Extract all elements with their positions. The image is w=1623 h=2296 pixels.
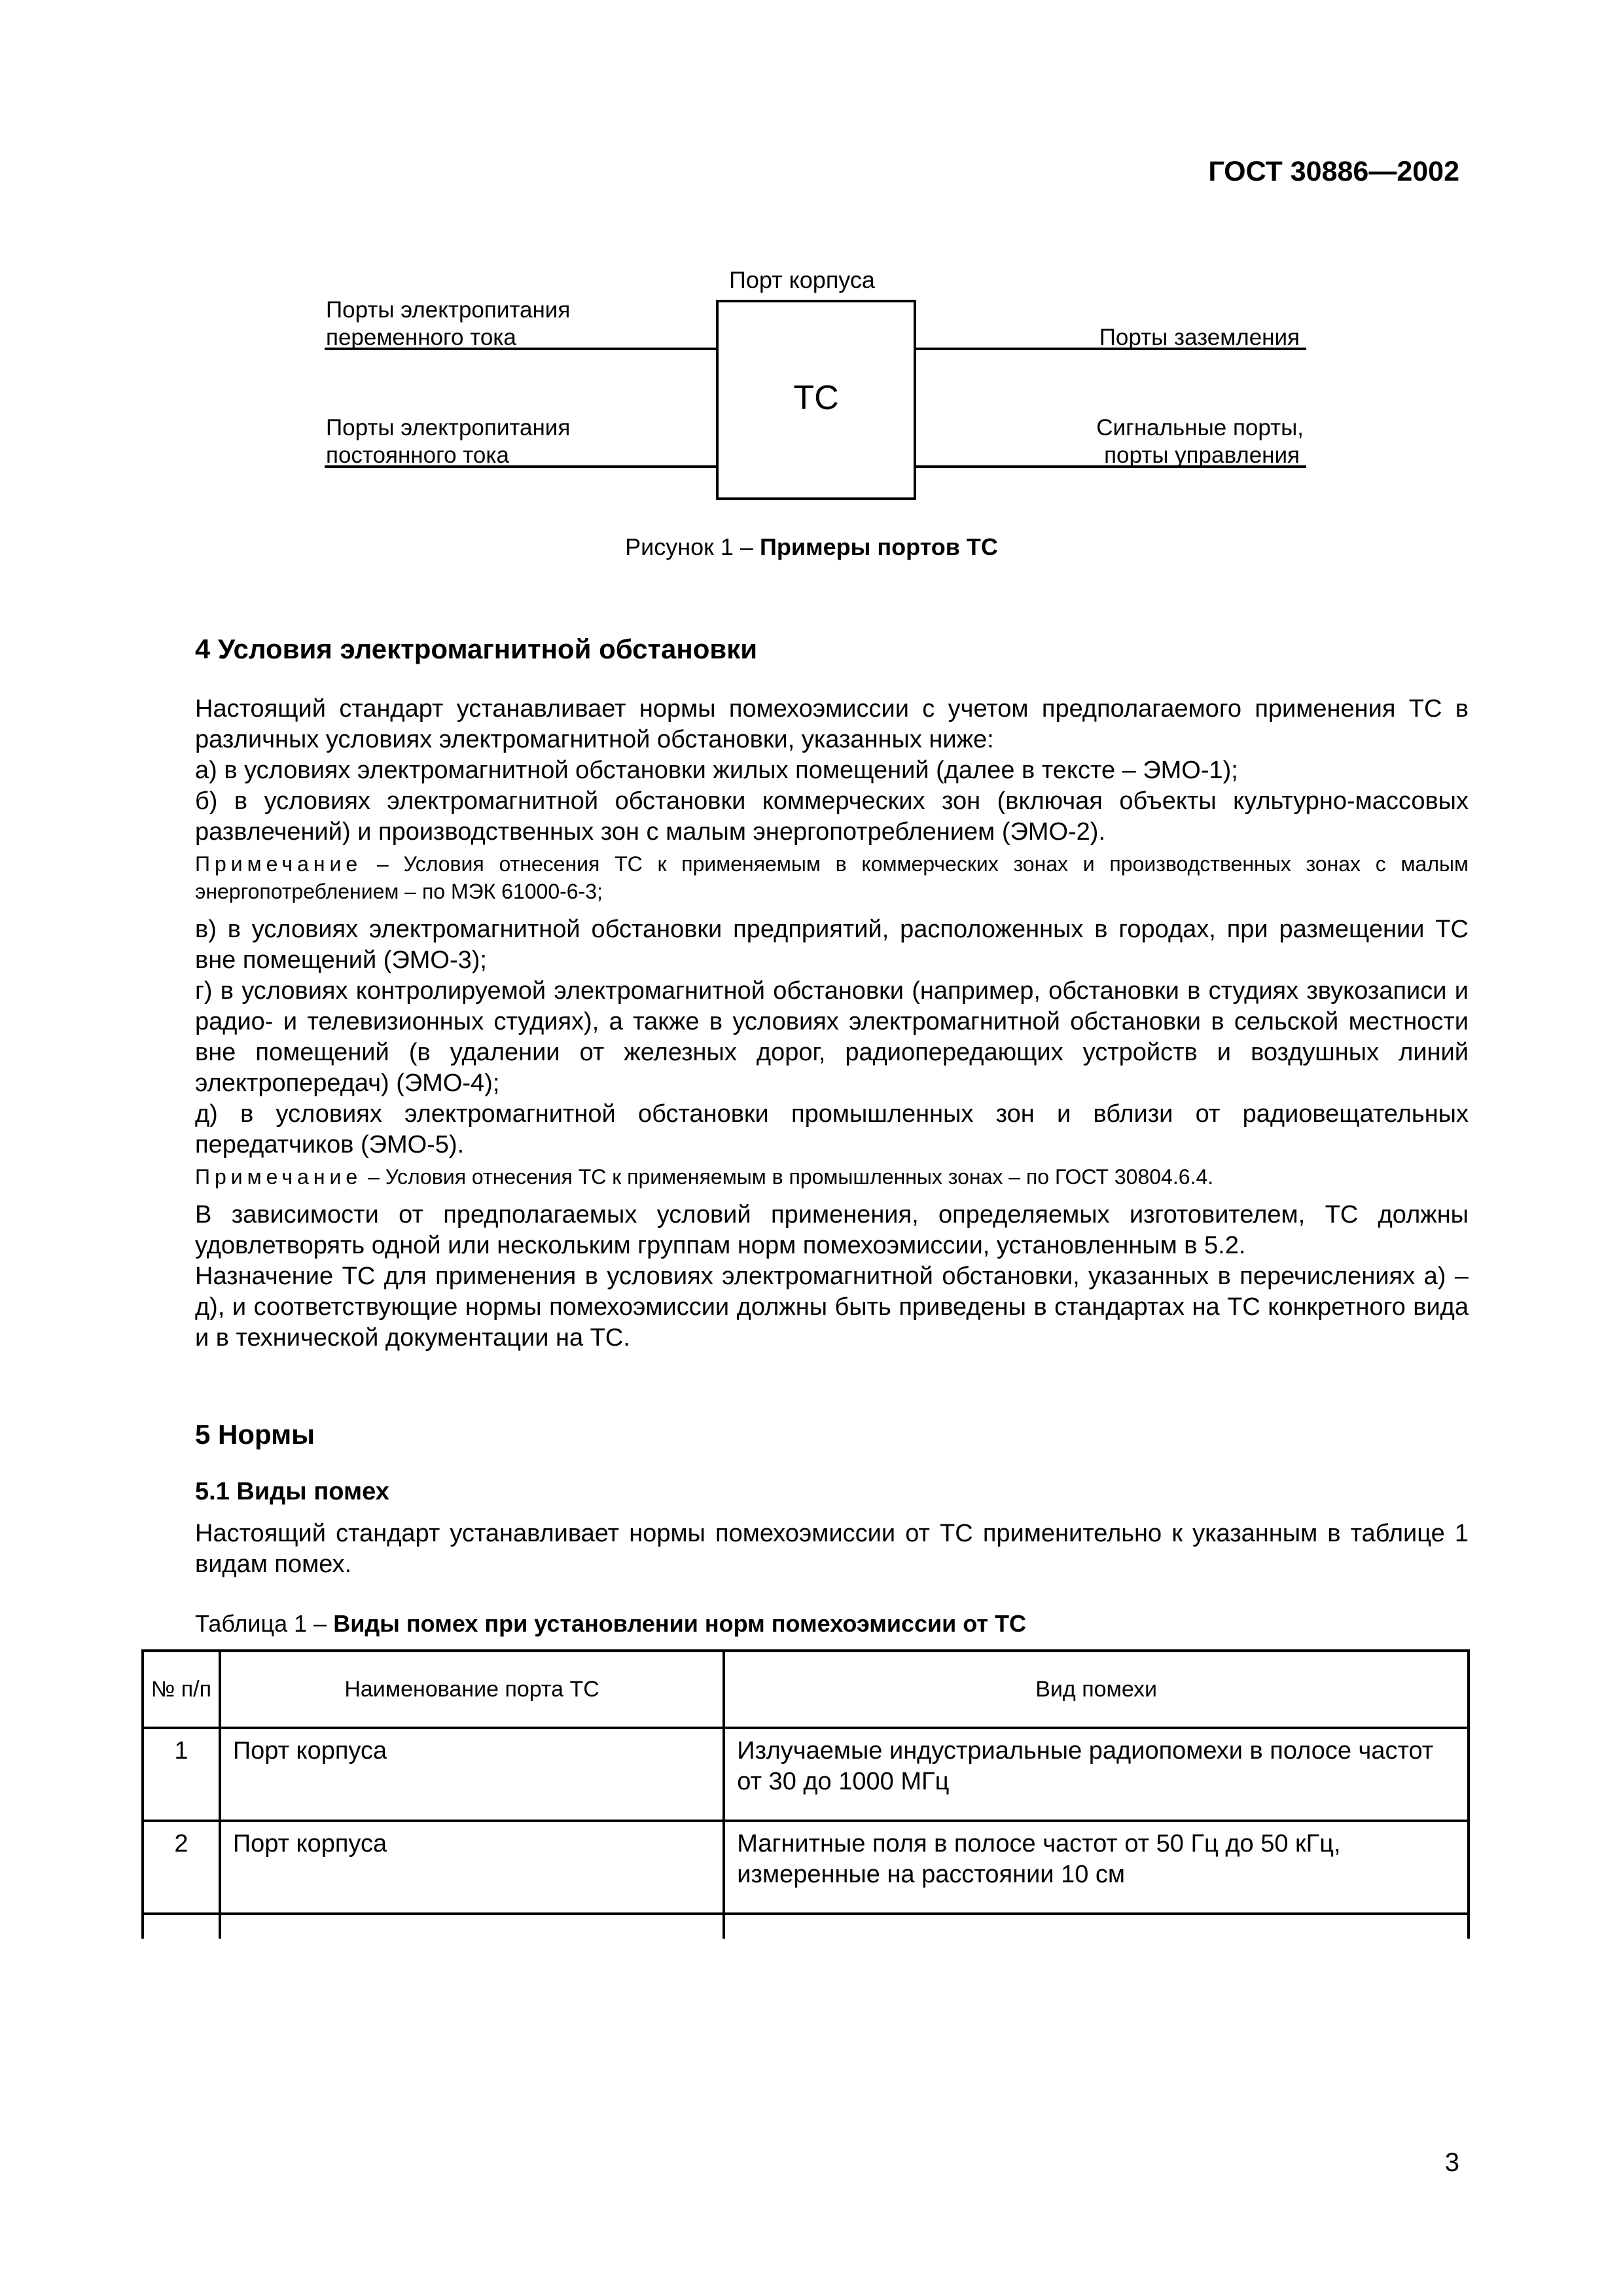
table-caption (195, 1610, 1026, 1638)
row-number: 2 (143, 1821, 220, 1914)
note-2-text: – Условия отнесения ТС к применяемым в промышленных зонах – по ГОСТ 30804.6.4. (362, 1165, 1214, 1189)
row-port: Порт корпуса (220, 1821, 724, 1914)
ac-port-label-line2: переменного тока (326, 325, 516, 350)
table-row (143, 1728, 1469, 1821)
table-caption-title: Виды помех при установлении норм помехоэмиссии от ТС (333, 1610, 1027, 1637)
figure-caption-prefix: Рисунок 1 – (625, 533, 760, 560)
continuation-cell (220, 1914, 724, 1939)
item-c: в) в условиях электромагнитной обстановки предприятий, расположенных в городах, при размещении ТС вне помещений (ЭМО-3); (195, 916, 1469, 974)
note-1-text: – Условия отнесения ТС к применяемым в коммерческих зонах и производственных зонах с малым энергопотреблением – по МЭК 61000-6-3; (195, 852, 1469, 903)
table-header-row (143, 1651, 1469, 1728)
item-a: а) в условиях электромагнитной обстановки жилых помещений (далее в тексте – ЭМО-1); (195, 757, 1238, 784)
table-row (143, 1821, 1469, 1914)
row-kind: Излучаемые индустриальные радиопомехи в полосе частот от 30 до 1000 МГц (724, 1728, 1469, 1821)
device-label: ТС (793, 379, 839, 417)
item-d: г) в условиях контролируемой электромагнитной обстановки (например, обстановки в студиях звукозаписи и радио- и телевизионных студиях), а также в условиях электромагнитной обстановки в сельской местности вне помещений (в удалении от железных дорог, радиопередающих устройств и воздушных линий электропередач) (ЭМО-4); (195, 977, 1469, 1097)
ac-port-label-line1: Порты электропитания (326, 297, 571, 323)
section-4-heading: 4 Условия электромагнитной обстановки (195, 634, 758, 664)
figure-caption (0, 533, 1623, 561)
continuation-cell (724, 1914, 1469, 1939)
section-4-intro: Настоящий стандарт устанавливает нормы помехоэмиссии с учетом предполагаемого применения ТС в различных условиях электромагнитной обстановки, указанных ниже: (195, 695, 1469, 753)
row-number: 1 (143, 1728, 220, 1821)
ports-diagram (0, 0, 1623, 576)
ports-table (141, 1649, 1470, 1939)
page-number: 3 (1444, 2148, 1459, 2177)
section-4-para-2: Назначение ТС для применения в условиях электромагнитной обстановки, указанных в перечислениях а) – д), и соответствующие нормы помехоэмиссии должны быть приведены в стандартах на ТС конкретного вида и в технической документации на ТС. (195, 1263, 1469, 1352)
signal-port-label-line1: Сигнальные порты, (1096, 415, 1304, 440)
section-5-heading: 5 Нормы (195, 1419, 315, 1450)
dc-port-label-line1: Порты электропитания (326, 415, 571, 440)
header-interference-type: Вид помехи (724, 1651, 1469, 1728)
figure-caption-title: Примеры портов ТС (759, 533, 998, 560)
header-number: № п/п (143, 1651, 220, 1728)
header-port-name: Наименование порта ТС (220, 1651, 724, 1728)
continuation-cell (143, 1914, 220, 1939)
document-standard-number: ГОСТ 30886—2002 (1208, 156, 1459, 187)
note-2 (195, 1163, 1469, 1191)
section-4-para-1: В зависимости от предполагаемых условий применения, определяемых изготовителем, ТС должны удовлетворять одной или нескольким группам норм помехоэмиссии, установленным в 5.2. (195, 1201, 1469, 1259)
item-b: б) в условиях электромагнитной обстановки коммерческих зон (включая объекты культурно-массовых развлечений) и производственных зон с малым энергопотреблением (ЭМО-2). (195, 787, 1469, 846)
row-port: Порт корпуса (220, 1728, 724, 1821)
signal-port-label-line2: порты управления (1104, 442, 1300, 468)
section-5-1-intro: Настоящий стандарт устанавливает нормы помехоэмиссии от ТС применительно к указанным в таблице 1 видам помех. (195, 1520, 1469, 1578)
table-caption-prefix: Таблица 1 – (195, 1610, 334, 1637)
row-kind: Магнитные поля в полосе частот от 50 Гц до 50 кГц, измеренные на расстоянии 10 см (724, 1821, 1469, 1914)
note-2-word: Примечание (195, 1165, 363, 1189)
table-continuation-row (143, 1914, 1469, 1939)
section-5-1-heading: 5.1 Виды помех (195, 1478, 389, 1505)
note-1-word: Примечание (195, 852, 363, 876)
section-4-body (195, 694, 1469, 1354)
note-1 (195, 850, 1469, 905)
enclosure-port-label: Порт корпуса (729, 266, 875, 293)
earth-port-label: Порты заземления (1099, 325, 1300, 350)
item-e: д) в условиях электромагнитной обстановки промышленных зон и вблизи от радиовещательных передатчиков (ЭМО-5). (195, 1100, 1469, 1158)
dc-port-label-line2: постоянного тока (326, 442, 509, 468)
